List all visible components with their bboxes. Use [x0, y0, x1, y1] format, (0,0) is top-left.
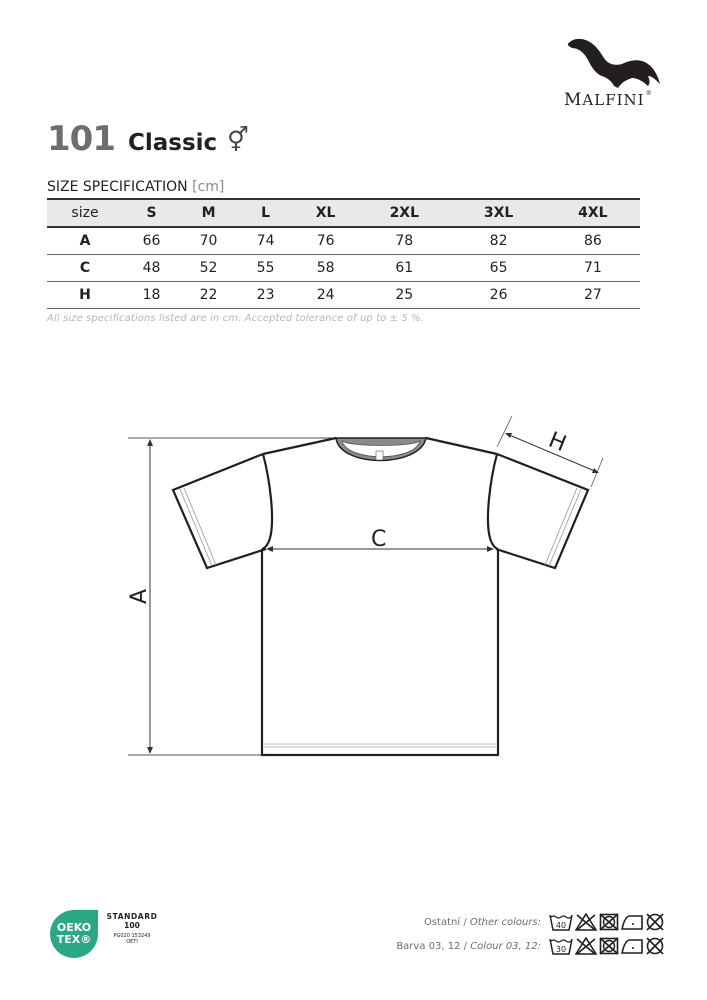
- size-diagram: [0, 400, 707, 780]
- oeko-tex-badge: [50, 910, 180, 960]
- table-cell: 48: [123, 255, 180, 282]
- table-cell: 52: [180, 255, 237, 282]
- header-size-xl: XL: [294, 199, 357, 227]
- table-cell: 24: [294, 282, 357, 309]
- oeko-tex-logo: OEKO TEX®: [50, 910, 98, 958]
- iron-low-icon: [621, 913, 643, 931]
- svg-text:30: 30: [555, 945, 567, 954]
- table-cell: 70: [180, 227, 237, 255]
- table-cell: 71: [546, 255, 640, 282]
- svg-text:40: 40: [555, 921, 567, 930]
- header-size: size: [47, 199, 123, 227]
- row-label: H: [47, 282, 123, 309]
- table-cell: 23: [237, 282, 294, 309]
- row-label: C: [47, 255, 123, 282]
- table-cell: 65: [451, 255, 545, 282]
- wash-40-icon: [549, 913, 573, 931]
- table-cell: 86: [546, 227, 640, 255]
- table-cell: 26: [451, 282, 545, 309]
- dimension-label-a: A: [127, 588, 153, 605]
- table-row: [47, 282, 640, 309]
- header-size-s: S: [123, 199, 180, 227]
- oeko-tex-standard: STANDARD 100 PG020 153249 OETI: [106, 912, 158, 945]
- size-spec-heading: SIZE SPECIFICATION [cm]: [47, 179, 225, 195]
- table-cell: 82: [451, 227, 545, 255]
- table-row: [47, 255, 640, 282]
- table-cell: 55: [237, 255, 294, 282]
- header-size-m: M: [180, 199, 237, 227]
- table-cell: 66: [123, 227, 180, 255]
- t-shirt-flat-icon: [0, 400, 707, 780]
- table-cell: 76: [294, 227, 357, 255]
- do-not-dry-clean-icon: [645, 913, 665, 931]
- care-row-other-colours: [424, 912, 665, 932]
- product-code: 101: [47, 119, 115, 159]
- wash-30-icon: [549, 937, 573, 955]
- product-name: Classic: [127, 130, 218, 156]
- do-not-bleach-icon: [575, 937, 597, 955]
- size-table: [47, 198, 640, 309]
- header-size-2xl: 2XL: [357, 199, 451, 227]
- table-cell: 25: [357, 282, 451, 309]
- malfini-logo: [560, 36, 670, 108]
- product-title: [47, 119, 249, 159]
- table-cell: 27: [546, 282, 640, 309]
- table-header-row: [47, 199, 640, 227]
- header-size-4xl: 4XL: [546, 199, 640, 227]
- care-label: Ostatní / Other colours:: [423, 916, 541, 928]
- do-not-bleach-icon: [575, 913, 597, 931]
- table-cell: 22: [180, 282, 237, 309]
- table-cell: 61: [357, 255, 451, 282]
- dimension-label-c: C: [371, 527, 387, 552]
- header-size-3xl: 3XL: [451, 199, 545, 227]
- header-size-l: L: [237, 199, 294, 227]
- unisex-icon: ⚥: [227, 126, 249, 154]
- do-not-dry-clean-icon: [645, 937, 665, 955]
- care-label: Barva 03, 12 / Colour 03, 12:: [396, 940, 541, 952]
- table-cell: 58: [294, 255, 357, 282]
- row-label: A: [47, 227, 123, 255]
- dimension-label-h: H: [544, 427, 570, 458]
- unit-label: [cm]: [192, 179, 225, 195]
- tolerance-note: All size specifications listed are in cm. Accepted tolerance of up to ± 5 %.: [47, 313, 425, 324]
- do-not-tumble-dry-icon: [599, 913, 619, 931]
- table-cell: 74: [237, 227, 294, 255]
- table-cell: 18: [123, 282, 180, 309]
- table-cell: 78: [357, 227, 451, 255]
- table-row: [47, 227, 640, 255]
- care-row-colour-03-12: [396, 936, 665, 956]
- brand-name: MALFINI®: [564, 90, 653, 110]
- iron-low-icon: [621, 937, 643, 955]
- eagle-icon: [566, 36, 662, 88]
- do-not-tumble-dry-icon: [599, 937, 619, 955]
